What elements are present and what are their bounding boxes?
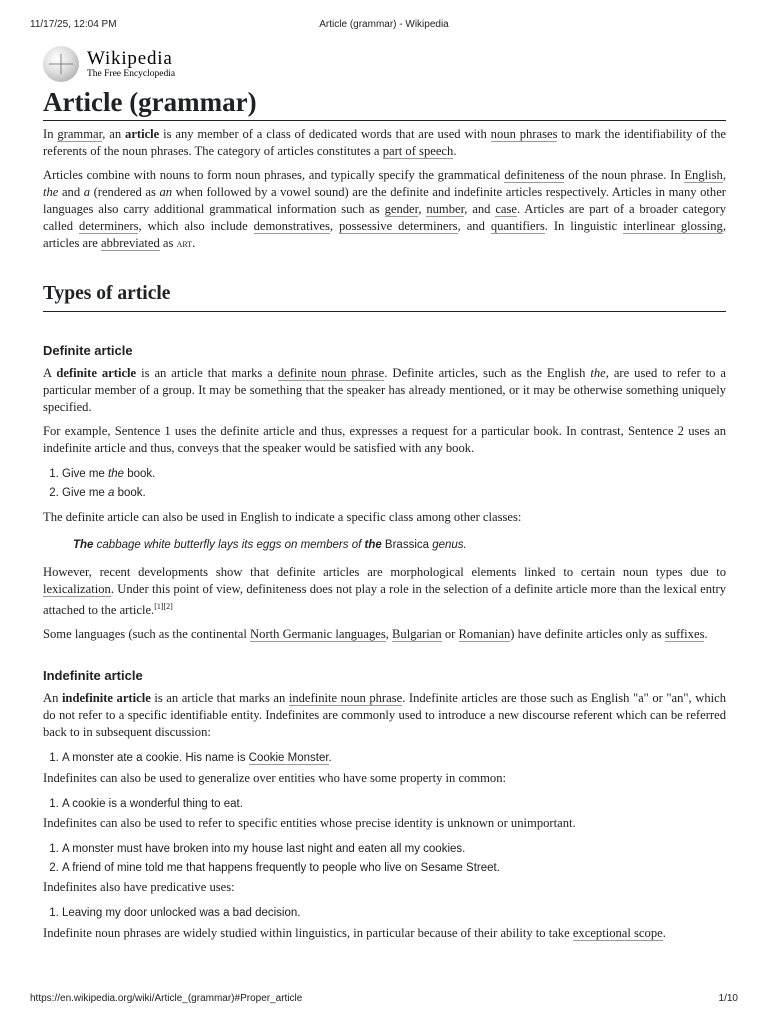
print-tab-title: Article (grammar) - Wikipedia	[319, 19, 449, 30]
text: Brassica	[381, 539, 430, 551]
link-cookie-monster[interactable]: Cookie Monster	[248, 752, 329, 765]
definite-paragraph-4	[43, 564, 726, 619]
text: book.	[114, 486, 146, 499]
wordmark-title: Wikipedia	[87, 47, 173, 69]
link-definiteness[interactable]: definiteness	[504, 168, 565, 182]
subsection-heading-indefinite: Indefinite article	[43, 668, 143, 684]
link-north-germanic-languages[interactable]: North Germanic languages	[250, 627, 386, 642]
article-page	[43, 44, 726, 942]
text: , which also include	[138, 219, 254, 233]
link-english[interactable]: English	[684, 168, 723, 182]
print-page-number: 1/10	[718, 993, 738, 1004]
example-word: the	[108, 468, 125, 480]
text: An	[43, 691, 62, 706]
text: is an article that marks a	[136, 366, 278, 380]
text: ,	[722, 168, 726, 182]
example-word: the	[43, 185, 59, 199]
text: . In linguistic	[544, 219, 624, 233]
list-item: 2. A friend of mine told me that happens frequently to people who live on Sesame Street.	[62, 859, 726, 878]
intro-paragraph-1	[43, 126, 726, 160]
example-word: an	[159, 185, 173, 199]
indefinite-example-list-4	[43, 904, 726, 923]
text: to mark the identifiability of the referents of the noun phrases. The category of articles constitutes a	[43, 127, 726, 158]
text: .	[453, 144, 457, 158]
text: . Articles are part of a broader category called	[43, 202, 727, 233]
text: are used to refer to a particular member of a group. It may be something that the speaker has already mentioned, or it may be otherwise something uniquely specified.	[43, 366, 726, 414]
link-exceptional-scope[interactable]: exceptional scope	[572, 925, 663, 940]
text: , and	[457, 219, 491, 233]
link-noun-phrases[interactable]: noun phrases	[490, 127, 558, 141]
text: book.	[124, 468, 156, 480]
indefinite-paragraph-2: Indefinites can also be used to generalize over entities who have some property in common:	[43, 770, 507, 785]
definite-paragraph-3: The definite article can also be used in English to indicate a specific class among other classes:	[43, 510, 522, 524]
definite-paragraph-1	[43, 365, 726, 416]
term-definite-article: definite article	[56, 366, 137, 380]
subsection-heading-definite: Definite article	[43, 343, 133, 358]
text: . Under this point of view, definiteness does not play a role in the selection of a definite article more than the lexical entry attached to the article.	[43, 582, 726, 618]
text: ,	[385, 627, 393, 642]
text: .	[192, 236, 196, 250]
text: of the noun phrase. In	[564, 168, 685, 182]
indefinite-paragraph-5	[43, 925, 726, 942]
link-determiners[interactable]: determiners	[79, 219, 139, 233]
text: , an	[102, 127, 126, 141]
example-word: a	[108, 486, 115, 499]
link-suffixes[interactable]: suffixes	[664, 627, 705, 642]
text: ) have definite articles only as	[510, 627, 665, 642]
text: is any member of a class of dedicated words that are used with	[159, 127, 491, 141]
link-definite-noun-phrase[interactable]: definite noun phrase	[277, 366, 385, 380]
link-gender[interactable]: gender	[384, 202, 419, 216]
text: Indefinite noun phrases are widely studied within linguistics, in particular because of their ability to take	[43, 925, 573, 940]
example-word: the,	[590, 366, 609, 380]
list-item: 1. A cookie is a wonderful thing to eat.	[62, 795, 726, 814]
list-item	[62, 749, 726, 768]
text: ,	[418, 202, 427, 216]
wikipedia-wordmark	[87, 49, 175, 80]
text: Articles combine with nouns to form noun phrases, and typically specify the grammatical	[43, 168, 505, 182]
term-article: article	[125, 127, 160, 141]
text: Some languages (such as the continental	[43, 627, 251, 642]
text: genus.	[429, 539, 467, 551]
text: Give me	[62, 486, 109, 499]
print-footer	[30, 993, 738, 1007]
link-case[interactable]: case	[495, 202, 517, 216]
text: ,	[329, 219, 339, 233]
print-datetime: 11/17/25, 12:04 PM	[30, 19, 117, 30]
print-url: https://en.wikipedia.org/wiki/Article_(grammar)#Proper_article	[30, 993, 303, 1004]
text: .	[662, 925, 666, 940]
link-number[interactable]: number	[426, 202, 465, 216]
term-indefinite-article: indefinite article	[61, 691, 151, 706]
text: , and	[464, 202, 496, 216]
definite-quote	[73, 536, 726, 554]
indefinite-paragraph-3: Indefinites can also be used to refer to specific entities whose precise identity is unknown or unimportant.	[43, 816, 576, 831]
link-grammar[interactable]: grammar	[57, 127, 103, 141]
example-word: a	[83, 185, 91, 199]
indefinite-example-list-1	[43, 749, 726, 768]
text: , articles are	[43, 219, 726, 250]
link-part-of-speech[interactable]: part of speech	[382, 144, 454, 158]
text: Give me	[62, 468, 109, 480]
link-interlinear-glossing[interactable]: interlinear glossing	[623, 219, 723, 233]
citation-link-1[interactable]: [1]	[154, 602, 164, 611]
text: A monster ate a cookie. His name is	[62, 752, 249, 765]
definite-paragraph-2: For example, Sentence 1 uses the definite article and thus, expresses a request for a particular book. In contrast, Sentence 2 uses an indefinite article and thus, conveys that the speaker would be satisfied with any book.	[43, 424, 726, 455]
indefinite-paragraph-1	[43, 690, 726, 741]
definite-example-list	[43, 465, 726, 502]
text: In	[43, 127, 58, 141]
text: and	[58, 185, 84, 199]
text: as	[159, 236, 177, 250]
indefinite-paragraph-4: Indefinites also have predicative uses:	[43, 880, 235, 895]
indefinite-example-list-2	[43, 795, 726, 814]
section-heading-types: Types of article	[43, 281, 726, 312]
citation-link-2[interactable]: [2]	[163, 602, 173, 611]
page-title: Article (grammar)	[43, 86, 726, 121]
link-demonstratives[interactable]: demonstratives	[253, 219, 330, 233]
list-item: 1. A monster must have broken into my house last night and eaten all my cookies.	[62, 840, 726, 859]
text: . Indefinite articles are those such as English "a" or "an", which do not refer to a specific identifiable entity. Indefinites are commonly used to introduce a new discourse referent which can be referred back to in subsequent discussion:	[43, 691, 726, 740]
text: .	[328, 752, 332, 765]
link-romanian[interactable]: Romanian	[458, 627, 511, 642]
list-item: 1. Leaving my door unlocked was a bad decision.	[62, 904, 726, 923]
text: However, recent developments show that definite articles are morphological elements linked to certain noun types due to	[43, 565, 726, 579]
link-lexicalization[interactable]: lexicalization	[43, 582, 111, 596]
text: is an article that marks an	[150, 691, 289, 706]
emphasis: the	[364, 539, 382, 551]
text: .	[704, 627, 708, 642]
text: when followed by a vowel sound) are the definite and indefinite articles respectively. Articles in many other languages also carry additional grammatical information such as	[43, 185, 726, 216]
link-abbreviated[interactable]: abbreviated	[101, 236, 160, 250]
text: (rendered as	[90, 185, 160, 199]
gloss-abbreviation: art	[176, 238, 193, 250]
text: or	[441, 627, 459, 642]
link-quantifiers[interactable]: quantifiers	[490, 219, 545, 233]
wikipedia-logo[interactable]	[43, 44, 726, 84]
link-bulgarian[interactable]: Bulgarian	[392, 627, 442, 642]
link-possessive-determiners[interactable]: possessive determiners	[339, 219, 458, 233]
print-header	[30, 19, 738, 33]
wikipedia-globe-icon	[43, 46, 79, 82]
text: . Definite articles, such as the English	[384, 366, 591, 380]
link-indefinite-noun-phrase[interactable]: indefinite noun phrase	[288, 691, 403, 706]
emphasis: The	[73, 539, 94, 551]
wordmark-tagline: The Free Encyclopedia	[87, 68, 176, 79]
indefinite-example-list-3	[43, 840, 726, 877]
list-item	[62, 465, 726, 484]
text: cabbage white butterfly lays its eggs on members of	[93, 539, 365, 551]
list-item	[62, 484, 726, 503]
text: A	[43, 366, 57, 380]
definite-paragraph-5	[43, 626, 726, 643]
intro-paragraph-2	[43, 167, 726, 253]
